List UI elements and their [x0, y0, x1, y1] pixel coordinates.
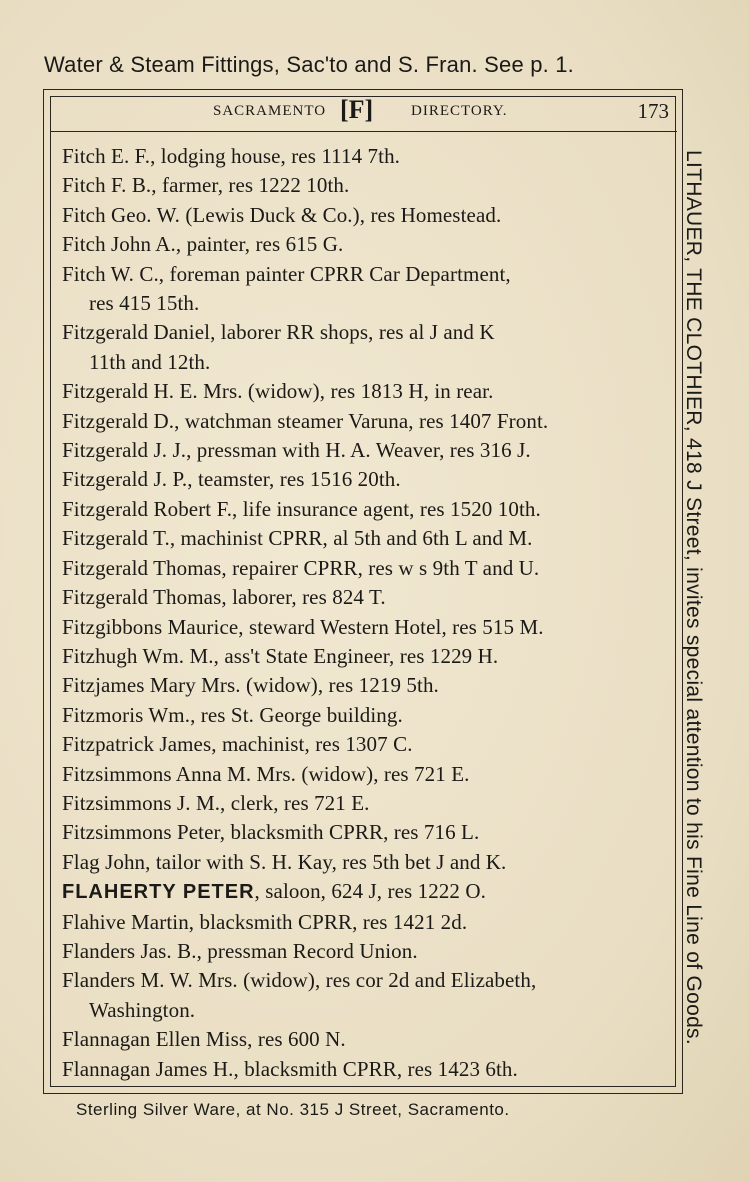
side-advertisement: [674, 150, 712, 1045]
entry-text: , saloon, 624 J, res 1222 O.: [254, 879, 486, 904]
entry-text: Flannagan Ellen Miss, res 600 N.: [62, 1027, 346, 1052]
directory-entry: [62, 465, 672, 494]
bottom-advertisement: Sterling Silver Ware, at No. 315 J Street, Sacramento.: [76, 1100, 510, 1119]
directory-entry: [62, 142, 672, 171]
directory-entry: [62, 613, 672, 642]
entry-continuation: Washington.: [89, 997, 196, 1022]
entry-text: Fitzjames Mary Mrs. (widow), res 1219 5th.: [62, 673, 439, 698]
directory-entries: [62, 142, 672, 1084]
directory-entry: [62, 524, 672, 553]
entry-text: Fitzgerald T., machinist CPRR, al 5th and 6th L and M.: [62, 526, 533, 551]
directory-entry: [62, 671, 672, 700]
entry-text: Fitch Geo. W. (Lewis Duck & Co.), res Homestead.: [62, 202, 502, 227]
directory-entry: [62, 407, 672, 436]
directory-entry: [62, 171, 672, 200]
entry-text: Fitch E. F., lodging house, res 1114 7th.: [62, 144, 401, 168]
entry-text: Flahive Martin, blacksmith CPRR, res 1421 2d.: [62, 909, 468, 934]
entry-text: Fitch W. C., foreman painter CPRR Car Department,: [62, 261, 511, 286]
page-number: 173: [637, 99, 669, 123]
entry-continuation: res 415 15th.: [89, 291, 200, 316]
directory-entry: [62, 789, 672, 818]
entry-text: Fitzsimmons Peter, blacksmith CPRR, res 716 L.: [62, 820, 480, 845]
directory-entry: [62, 642, 672, 671]
directory-entry: [62, 230, 672, 259]
entry-text: Fitzgerald J. J., pressman with H. A. Weaver, res 316 J.: [62, 438, 531, 463]
directory-entry: [62, 1025, 672, 1054]
running-head: [43, 95, 683, 131]
directory-entry: [62, 848, 672, 877]
entry-continuation: 11th and 12th.: [89, 349, 211, 374]
top-advertisement: Water & Steam Fittings, Sac'to and S. Fran. See p. 1.: [44, 52, 574, 77]
directory-entry: [62, 436, 672, 465]
entry-text: Flanders M. W. Mrs. (widow), res cor 2d and Elizabeth,: [62, 968, 537, 993]
entry-text: Fitzsimmons Anna M. Mrs. (widow), res 721 E.: [62, 761, 470, 786]
directory-entry: [62, 701, 672, 730]
entry-text: Fitzsimmons J. M., clerk, res 721 E.: [62, 790, 370, 815]
entry-text: Flag John, tailor with S. H. Kay, res 5th bet J and K.: [62, 849, 507, 874]
entry-text: Fitch John A., painter, res 615 G.: [62, 232, 344, 257]
directory-entry: [62, 201, 672, 230]
entry-text: Fitzgerald Robert F., life insurance agent, res 1520 10th.: [62, 496, 541, 521]
directory-entry: [62, 583, 672, 612]
directory-entry: [62, 377, 672, 406]
directory-entry: [62, 760, 672, 789]
running-head-directory: DIRECTORY.: [411, 103, 508, 119]
side-advertisement-text: LITHAUER, THE CLOTHIER, 418 J Street, invites special attention to his Fine Line of Goods.: [682, 150, 705, 1045]
directory-entry: [62, 1055, 672, 1084]
directory-entry: [62, 318, 672, 377]
entry-text: Fitzgibbons Maurice, steward Western Hotel, res 515 M.: [62, 614, 544, 639]
entry-text: Flannagan James H., blacksmith CPRR, res 1423 6th.: [62, 1056, 518, 1081]
entry-text: Fitzgerald D., watchman steamer Varuna, res 1407 Front.: [62, 408, 549, 433]
entry-text: Fitch F. B., farmer, res 1222 10th.: [62, 173, 350, 198]
entry-text: Flanders Jas. B., pressman Record Union.: [62, 938, 418, 963]
entry-text: Fitzgerald Thomas, repairer CPRR, res w s 9th T and U.: [62, 555, 540, 580]
directory-entry: [62, 495, 672, 524]
directory-entry: [62, 730, 672, 759]
entry-text: Fitzgerald J. P., teamster, res 1516 20th.: [62, 467, 401, 492]
directory-entry: [62, 877, 672, 907]
entry-text: Fitzmoris Wm., res St. George building.: [62, 702, 403, 727]
entry-text: Fitzhugh Wm. M., ass't State Engineer, res 1229 H.: [62, 643, 499, 668]
directory-entry: [62, 260, 672, 319]
directory-entry: [62, 908, 672, 937]
directory-entry: [62, 937, 672, 966]
running-head-letter: [F]: [340, 95, 374, 124]
entry-text: Fitzgerald Thomas, laborer, res 824 T.: [62, 585, 386, 610]
directory-entry: [62, 818, 672, 847]
entry-bold-name: FLAHERTY PETER: [62, 881, 255, 904]
entry-text: Fitzgerald H. E. Mrs. (widow), res 1813 H, in rear.: [62, 379, 494, 404]
entry-text: Fitzpatrick James, machinist, res 1307 C.: [62, 732, 413, 757]
running-head-city: SACRAMENTO: [213, 103, 327, 119]
running-head-rule: [50, 131, 677, 132]
directory-entry: [62, 966, 672, 1025]
entry-text: Fitzgerald Daniel, laborer RR shops, res al J and K: [62, 320, 495, 345]
directory-entry: [62, 554, 672, 583]
